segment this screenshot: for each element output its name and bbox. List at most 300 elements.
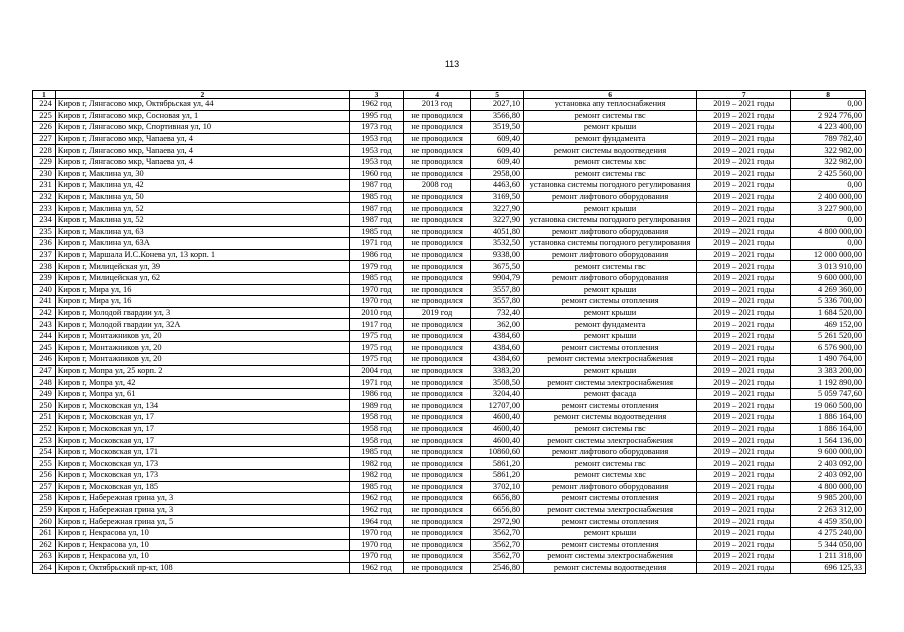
cell-row-number: 231 (33, 180, 56, 192)
cell-row-number: 243 (33, 319, 56, 331)
cell-build-year: 1985 год (350, 226, 404, 238)
column-number: 6 (524, 91, 697, 99)
table-row (33, 180, 866, 192)
cell-address: Киров г, Некрасова ул, 10 (55, 539, 349, 551)
cell-area: 10860,60 (471, 446, 524, 458)
cell-last-repair-year: не проводился (403, 377, 470, 389)
cell-last-repair-year: не проводился (403, 122, 470, 134)
cell-row-number: 251 (33, 412, 56, 424)
cell-row-number: 245 (33, 342, 56, 354)
cell-build-year: 1973 год (350, 122, 404, 134)
cell-cost: 322 982,00 (791, 145, 866, 157)
cell-build-year: 1975 год (350, 354, 404, 366)
cell-build-year: 1962 год (350, 504, 404, 516)
cell-work-type: ремонт системы водоотведения (524, 412, 697, 424)
cell-last-repair-year: не проводился (403, 388, 470, 400)
cell-row-number: 240 (33, 284, 56, 296)
cell-work-type: ремонт крыши (524, 203, 697, 215)
cell-address: Киров г, Лянгасово мкр, Сосновая ул, 1 (55, 110, 349, 122)
cell-work-type: ремонт лифтового оборудования (524, 226, 697, 238)
cell-area: 5861,20 (471, 470, 524, 482)
cell-build-year: 1987 год (350, 180, 404, 192)
cell-last-repair-year: не проводился (403, 458, 470, 470)
table-row (33, 261, 866, 273)
cell-period: 2019 – 2021 годы (697, 481, 791, 493)
cell-work-type: ремонт системы отопления (524, 400, 697, 412)
cell-last-repair-year: не проводился (403, 400, 470, 412)
cell-row-number: 261 (33, 527, 56, 539)
cell-work-type: ремонт системы электроснабжения (524, 551, 697, 563)
cell-row-number: 262 (33, 539, 56, 551)
cell-address: Киров г, Московская ул, 173 (55, 470, 349, 482)
cell-area: 3557,80 (471, 296, 524, 308)
cell-period: 2019 – 2021 годы (697, 145, 791, 157)
cell-address: Киров г, Монтажников ул, 20 (55, 354, 349, 366)
cell-build-year: 1962 год (350, 493, 404, 505)
cell-period: 2019 – 2021 годы (697, 330, 791, 342)
cell-work-type: ремонт лифтового оборудования (524, 446, 697, 458)
cell-period: 2019 – 2021 годы (697, 99, 791, 111)
cell-period: 2019 – 2021 годы (697, 156, 791, 168)
cell-period: 2019 – 2021 годы (697, 214, 791, 226)
cell-cost: 1 192 890,00 (791, 377, 866, 389)
cell-cost: 4 269 360,00 (791, 284, 866, 296)
cell-work-type: установка системы погодного регулирования (524, 238, 697, 250)
cell-address: Киров г, Милицейская ул, 62 (55, 272, 349, 284)
table-row (33, 249, 866, 261)
cell-period: 2019 – 2021 годы (697, 319, 791, 331)
cell-build-year: 1987 год (350, 214, 404, 226)
cell-address: Киров г, Маклина ул, 52 (55, 214, 349, 226)
cell-last-repair-year: не проводился (403, 156, 470, 168)
cell-address: Киров г, Октябрьский пр-кт, 108 (55, 562, 349, 574)
table-row (33, 539, 866, 551)
table-row (33, 156, 866, 168)
column-number-row (33, 91, 866, 99)
cell-area: 3566,80 (471, 110, 524, 122)
cell-work-type: ремонт лифтового оборудования (524, 249, 697, 261)
table-row (33, 330, 866, 342)
cell-last-repair-year: не проводился (403, 319, 470, 331)
cell-cost: 0,00 (791, 99, 866, 111)
cell-period: 2019 – 2021 годы (697, 307, 791, 319)
column-number: 3 (350, 91, 404, 99)
cell-row-number: 233 (33, 203, 56, 215)
cell-work-type: ремонт системы электроснабжения (524, 377, 697, 389)
cell-period: 2019 – 2021 годы (697, 238, 791, 250)
cell-address: Киров г, Набережная грина ул, 5 (55, 516, 349, 528)
table-row (33, 527, 866, 539)
cell-cost: 0,00 (791, 214, 866, 226)
cell-row-number: 224 (33, 99, 56, 111)
cell-row-number: 246 (33, 354, 56, 366)
cell-last-repair-year: не проводился (403, 493, 470, 505)
cell-address: Киров г, Московская ул, 17 (55, 412, 349, 424)
cell-address: Киров г, Мира ул, 16 (55, 284, 349, 296)
cell-last-repair-year: не проводился (403, 412, 470, 424)
cell-cost: 1 886 164,00 (791, 412, 866, 424)
cell-period: 2019 – 2021 годы (697, 562, 791, 574)
cell-address: Киров г, Молодой гвардии ул, 3 (55, 307, 349, 319)
cell-last-repair-year: не проводился (403, 470, 470, 482)
cell-period: 2019 – 2021 годы (697, 180, 791, 192)
cell-work-type: установка апу теплоснабжения (524, 99, 697, 111)
cell-build-year: 1971 год (350, 377, 404, 389)
cell-period: 2019 – 2021 годы (697, 470, 791, 482)
table-row (33, 238, 866, 250)
table-row (33, 272, 866, 284)
cell-build-year: 1958 год (350, 423, 404, 435)
cell-build-year: 1970 год (350, 539, 404, 551)
cell-area: 2027,10 (471, 99, 524, 111)
table-row (33, 493, 866, 505)
cell-area: 609,40 (471, 145, 524, 157)
cell-cost: 322 982,00 (791, 156, 866, 168)
table-row (33, 307, 866, 319)
cell-period: 2019 – 2021 годы (697, 272, 791, 284)
cell-work-type: ремонт крыши (524, 122, 697, 134)
cell-cost: 6 576 900,00 (791, 342, 866, 354)
cell-area: 9904,79 (471, 272, 524, 284)
cell-row-number: 255 (33, 458, 56, 470)
cell-cost: 5 344 050,00 (791, 539, 866, 551)
cell-build-year: 2010 год (350, 307, 404, 319)
cell-last-repair-year: не проводился (403, 296, 470, 308)
cell-work-type: ремонт системы электроснабжения (524, 354, 697, 366)
table-row (33, 516, 866, 528)
cell-area: 3562,70 (471, 527, 524, 539)
cell-row-number: 260 (33, 516, 56, 528)
table-row (33, 504, 866, 516)
cell-area: 6656,80 (471, 504, 524, 516)
cell-build-year: 1960 год (350, 168, 404, 180)
cell-last-repair-year: не проводился (403, 365, 470, 377)
column-number: 5 (471, 91, 524, 99)
cell-cost: 4 459 350,00 (791, 516, 866, 528)
cell-work-type: ремонт фундамента (524, 319, 697, 331)
cell-cost: 1 564 136,00 (791, 435, 866, 447)
table-row (33, 122, 866, 134)
cell-area: 3562,70 (471, 551, 524, 563)
cell-row-number: 236 (33, 238, 56, 250)
cell-work-type: ремонт системы электроснабжения (524, 435, 697, 447)
cell-area: 3204,40 (471, 388, 524, 400)
cell-period: 2019 – 2021 годы (697, 354, 791, 366)
cell-period: 2019 – 2021 годы (697, 446, 791, 458)
cell-work-type: ремонт фундамента (524, 133, 697, 145)
cell-work-type: ремонт системы отопления (524, 493, 697, 505)
cell-address: Киров г, Лянгасово мкр, Октябрьская ул, 44 (55, 99, 349, 111)
cell-work-type: ремонт крыши (524, 284, 697, 296)
table-row (33, 481, 866, 493)
cell-cost: 1 211 318,00 (791, 551, 866, 563)
cell-address: Киров г, Монтажников ул, 20 (55, 342, 349, 354)
cell-cost: 12 000 000,00 (791, 249, 866, 261)
cell-area: 9338,00 (471, 249, 524, 261)
cell-cost: 2 403 092,00 (791, 470, 866, 482)
cell-row-number: 230 (33, 168, 56, 180)
cell-row-number: 257 (33, 481, 56, 493)
cell-address: Киров г, Набережная грина ул, 3 (55, 493, 349, 505)
cell-last-repair-year: не проводился (403, 516, 470, 528)
cell-row-number: 264 (33, 562, 56, 574)
cell-work-type: ремонт лифтового оборудования (524, 481, 697, 493)
cell-address: Киров г, Московская ул, 173 (55, 458, 349, 470)
cell-address: Киров г, Лянгасово мкр, Чапаева ул, 4 (55, 156, 349, 168)
cell-row-number: 232 (33, 191, 56, 203)
cell-cost: 5 336 700,00 (791, 296, 866, 308)
cell-last-repair-year: не проводился (403, 110, 470, 122)
table-row (33, 446, 866, 458)
cell-last-repair-year: не проводился (403, 133, 470, 145)
cell-work-type: ремонт системы хвс (524, 156, 697, 168)
cell-row-number: 258 (33, 493, 56, 505)
cell-last-repair-year: 2019 год (403, 307, 470, 319)
cell-build-year: 1970 год (350, 551, 404, 563)
cell-row-number: 226 (33, 122, 56, 134)
cell-cost: 2 403 092,00 (791, 458, 866, 470)
cell-area: 3227,90 (471, 214, 524, 226)
cell-work-type: ремонт лифтового оборудования (524, 191, 697, 203)
cell-period: 2019 – 2021 годы (697, 551, 791, 563)
cell-last-repair-year: не проводился (403, 226, 470, 238)
table-row (33, 319, 866, 331)
cell-area: 3508,50 (471, 377, 524, 389)
cell-address: Киров г, Московская ул, 171 (55, 446, 349, 458)
cell-row-number: 235 (33, 226, 56, 238)
column-number: 2 (55, 91, 349, 99)
cell-cost: 19 060 500,00 (791, 400, 866, 412)
cell-period: 2019 – 2021 годы (697, 249, 791, 261)
cell-row-number: 250 (33, 400, 56, 412)
cell-address: Киров г, Лянгасово мкр, Чапаева ул, 4 (55, 145, 349, 157)
cell-area: 3702,10 (471, 481, 524, 493)
cell-build-year: 1971 год (350, 238, 404, 250)
cell-period: 2019 – 2021 годы (697, 504, 791, 516)
cell-cost: 2 924 776,00 (791, 110, 866, 122)
cell-build-year: 1987 год (350, 203, 404, 215)
cell-period: 2019 – 2021 годы (697, 400, 791, 412)
cell-work-type: ремонт системы водоотведения (524, 145, 697, 157)
cell-work-type: ремонт системы отопления (524, 296, 697, 308)
cell-address: Киров г, Маклина ул, 30 (55, 168, 349, 180)
cell-work-type: ремонт системы электроснабжения (524, 504, 697, 516)
cell-last-repair-year: не проводился (403, 249, 470, 261)
cell-build-year: 1975 год (350, 342, 404, 354)
table-row (33, 400, 866, 412)
table-row (33, 412, 866, 424)
table-row (33, 191, 866, 203)
cell-address: Киров г, Мопра ул, 42 (55, 377, 349, 389)
table-row (33, 435, 866, 447)
table-row (33, 551, 866, 563)
table-row (33, 168, 866, 180)
table-row (33, 458, 866, 470)
table-row (33, 110, 866, 122)
cell-build-year: 1953 год (350, 145, 404, 157)
cell-area: 5861,20 (471, 458, 524, 470)
cell-row-number: 249 (33, 388, 56, 400)
cell-build-year: 1970 год (350, 284, 404, 296)
cell-build-year: 1962 год (350, 99, 404, 111)
cell-work-type: ремонт фасада (524, 388, 697, 400)
cell-area: 2972,90 (471, 516, 524, 528)
cell-work-type: ремонт крыши (524, 527, 697, 539)
cell-last-repair-year: не проводился (403, 551, 470, 563)
cell-period: 2019 – 2021 годы (697, 493, 791, 505)
cell-build-year: 1982 год (350, 458, 404, 470)
cell-last-repair-year: не проводился (403, 191, 470, 203)
cell-area: 362,00 (471, 319, 524, 331)
cell-period: 2019 – 2021 годы (697, 516, 791, 528)
cell-last-repair-year: не проводился (403, 342, 470, 354)
cell-area: 3169,50 (471, 191, 524, 203)
cell-address: Киров г, Мопра ул, 61 (55, 388, 349, 400)
cell-row-number: 259 (33, 504, 56, 516)
cell-address: Киров г, Маршала И.С.Конева ул, 13 корп. 1 (55, 249, 349, 261)
cell-work-type: ремонт лифтового оборудования (524, 272, 697, 284)
cell-cost: 789 782,40 (791, 133, 866, 145)
table-row (33, 99, 866, 111)
cell-build-year: 2004 год (350, 365, 404, 377)
cell-cost: 3 013 910,00 (791, 261, 866, 273)
cell-last-repair-year: 2008 год (403, 180, 470, 192)
cell-area: 2958,00 (471, 168, 524, 180)
cell-build-year: 1964 год (350, 516, 404, 528)
cell-period: 2019 – 2021 годы (697, 342, 791, 354)
table-row (33, 284, 866, 296)
cell-area: 3557,80 (471, 284, 524, 296)
cell-cost: 696 125,33 (791, 562, 866, 574)
cell-period: 2019 – 2021 годы (697, 365, 791, 377)
cell-period: 2019 – 2021 годы (697, 133, 791, 145)
table-row (33, 377, 866, 389)
cell-address: Киров г, Маклина ул, 42 (55, 180, 349, 192)
cell-last-repair-year: не проводился (403, 238, 470, 250)
column-number: 7 (697, 91, 791, 99)
cell-build-year: 1962 год (350, 562, 404, 574)
table-row (33, 296, 866, 308)
cell-period: 2019 – 2021 годы (697, 412, 791, 424)
cell-cost: 1 684 520,00 (791, 307, 866, 319)
cell-build-year: 1970 год (350, 527, 404, 539)
cell-area: 4463,60 (471, 180, 524, 192)
cell-work-type: ремонт системы отопления (524, 342, 697, 354)
cell-build-year: 1979 год (350, 261, 404, 273)
cell-row-number: 238 (33, 261, 56, 273)
cell-period: 2019 – 2021 годы (697, 110, 791, 122)
cell-last-repair-year: не проводился (403, 527, 470, 539)
capital-repair-table (32, 90, 866, 574)
cell-last-repair-year: не проводился (403, 330, 470, 342)
cell-build-year: 1985 год (350, 446, 404, 458)
cell-area: 3383,20 (471, 365, 524, 377)
cell-build-year: 1985 год (350, 481, 404, 493)
cell-address: Киров г, Маклина ул, 52 (55, 203, 349, 215)
cell-work-type: ремонт системы отопления (524, 516, 697, 528)
cell-build-year: 1958 год (350, 435, 404, 447)
cell-row-number: 252 (33, 423, 56, 435)
cell-address: Киров г, Некрасова ул, 10 (55, 527, 349, 539)
cell-work-type: установка системы погодного регулирования (524, 214, 697, 226)
cell-work-type: ремонт системы гвс (524, 423, 697, 435)
cell-build-year: 1995 год (350, 110, 404, 122)
cell-address: Киров г, Московская ул, 17 (55, 435, 349, 447)
table-row (33, 354, 866, 366)
cell-build-year: 1958 год (350, 412, 404, 424)
column-number: 1 (33, 91, 56, 99)
cell-cost: 1 490 764,00 (791, 354, 866, 366)
cell-work-type: ремонт крыши (524, 365, 697, 377)
cell-row-number: 242 (33, 307, 56, 319)
cell-row-number: 241 (33, 296, 56, 308)
cell-last-repair-year: не проводился (403, 423, 470, 435)
table-row (33, 365, 866, 377)
cell-area: 4384,60 (471, 330, 524, 342)
cell-area: 4384,60 (471, 342, 524, 354)
cell-last-repair-year: не проводился (403, 562, 470, 574)
cell-last-repair-year: не проводился (403, 446, 470, 458)
cell-work-type: ремонт системы водоотведения (524, 562, 697, 574)
cell-work-type: ремонт системы хвс (524, 470, 697, 482)
cell-work-type: ремонт системы гвс (524, 261, 697, 273)
cell-build-year: 1953 год (350, 156, 404, 168)
cell-build-year: 1986 год (350, 388, 404, 400)
cell-area: 3532,50 (471, 238, 524, 250)
cell-build-year: 1975 год (350, 330, 404, 342)
cell-row-number: 237 (33, 249, 56, 261)
cell-last-repair-year: не проводился (403, 214, 470, 226)
cell-address: Киров г, Молодой гвардии ул, 32А (55, 319, 349, 331)
cell-work-type: ремонт системы отопления (524, 539, 697, 551)
table-row (33, 145, 866, 157)
cell-area: 3675,50 (471, 261, 524, 273)
cell-address: Киров г, Московская ул, 17 (55, 423, 349, 435)
cell-area: 2546,80 (471, 562, 524, 574)
cell-cost: 469 152,00 (791, 319, 866, 331)
cell-cost: 5 261 520,00 (791, 330, 866, 342)
cell-cost: 0,00 (791, 238, 866, 250)
cell-period: 2019 – 2021 годы (697, 388, 791, 400)
page-number: 113 (444, 59, 460, 69)
cell-area: 4051,80 (471, 226, 524, 238)
cell-cost: 2 425 560,00 (791, 168, 866, 180)
cell-cost: 2 263 312,00 (791, 504, 866, 516)
cell-row-number: 234 (33, 214, 56, 226)
cell-build-year: 1970 год (350, 296, 404, 308)
cell-cost: 9 985 200,00 (791, 493, 866, 505)
table-body (33, 99, 866, 574)
cell-address: Киров г, Маклина ул, 63 (55, 226, 349, 238)
cell-row-number: 263 (33, 551, 56, 563)
cell-area: 3227,90 (471, 203, 524, 215)
cell-cost: 4 800 000,00 (791, 481, 866, 493)
cell-build-year: 1985 год (350, 272, 404, 284)
cell-period: 2019 – 2021 годы (697, 168, 791, 180)
cell-period: 2019 – 2021 годы (697, 423, 791, 435)
cell-area: 3562,70 (471, 539, 524, 551)
cell-row-number: 256 (33, 470, 56, 482)
table-row (33, 342, 866, 354)
cell-build-year: 1985 год (350, 191, 404, 203)
cell-cost: 4 800 000,00 (791, 226, 866, 238)
cell-area: 3519,50 (471, 122, 524, 134)
cell-address: Киров г, Милицейская ул, 39 (55, 261, 349, 273)
column-number: 4 (403, 91, 470, 99)
cell-last-repair-year: не проводился (403, 145, 470, 157)
cell-last-repair-year: не проводился (403, 261, 470, 273)
table-row (33, 562, 866, 574)
